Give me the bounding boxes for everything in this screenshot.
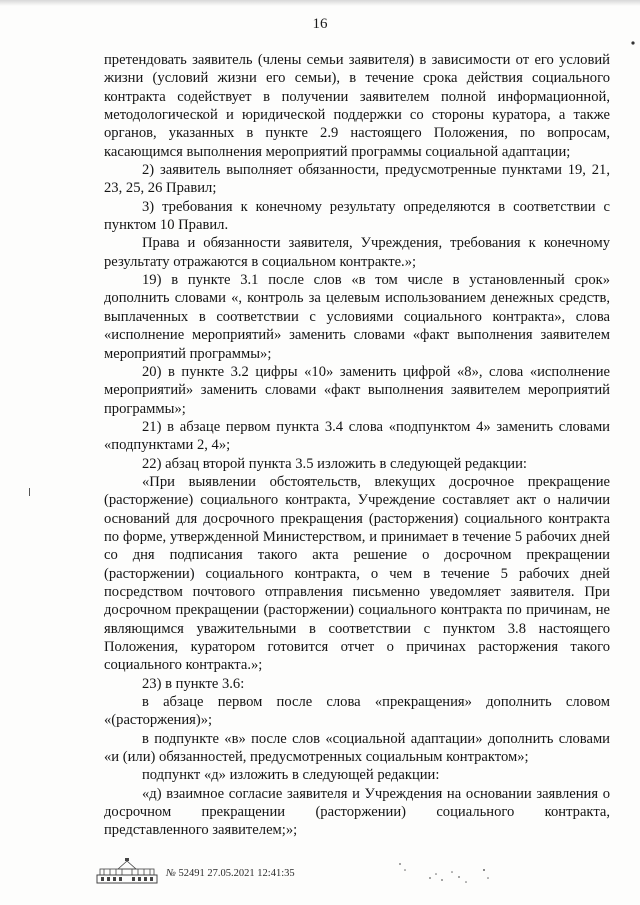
document-body xyxy=(104,51,610,840)
paragraph: 21) в абзаце первом пункта 3.4 слова «подпунктом 4» заменить словами «подпунктами 2, 4»; xyxy=(104,418,610,454)
paragraph: 20) в пункте 3.2 цифры «10» заменить цифрой «8», слова «исполнение мероприятий» заменить словами «факт выполнения заявителем мероприятий программы»; xyxy=(104,363,610,417)
paragraph: 23) в пункте 3.6: xyxy=(142,675,245,692)
document-registration xyxy=(166,868,295,879)
paragraph: «д) взаимное согласие заявителя и Учреждения на основании заявления о досрочном прекращении (расторжении) социального контракта, представленного заявителем;»; xyxy=(104,785,610,839)
paragraph: в абзаце первом после слова «прекращения» дополнить словом «(расторжения)»; xyxy=(104,694,610,729)
scan-shadow xyxy=(0,0,640,6)
number-sign: № xyxy=(166,868,176,879)
paragraph: претендовать заявитель (члены семьи заявителя) в зависимости от его условий жизни (условий жизни его семьи), в течение срока действия социального контракта содействует в получении заявителем полной информационной, методологической и юридической поддержки со стороны куратора, а также органов, указанных в пункте 2.9 настоящего Положения, по вопросам, касающимся выполнения мероприятий программы социальной адаптации; xyxy=(104,52,610,160)
scan-speck xyxy=(630,40,636,46)
paragraph: «При выявлении обстоятельств, влекущих досрочное прекращение (расторжение) социального контракта, Учреждение составляет акт о наличии оснований для досрочного прекращения (расторжения) социального контракта по форме, утвержденной Министерством, и принимает в течение 5 рабочих дней со дня подписания такого акта решение о досрочном прекращении (расторжении) социального контракта, о чем в течение 5 рабочих дней посредством почтового отправления письменно уведомляет заявителя. При досрочном прекращении (расторжении) социального контракта по причинам, не являющимся уважительными в соответствии с пунктом 3.8 настоящего Положения, куратором готовится отчет о причинах расторжения такого социального контракта.»; xyxy=(104,473,610,674)
page-footer xyxy=(96,858,516,888)
paragraph: 2) заявитель выполняет обязанности, предусмотренные пунктами 19, 21, 23, 25, 26 Правил; xyxy=(104,162,610,197)
paragraph: подпункт «д» изложить в следующей редакции: xyxy=(142,767,440,784)
document-number: 52491 xyxy=(178,868,205,879)
scan-speck xyxy=(396,858,516,888)
paragraph: Права и обязанности заявителя, Учреждения, требования к конечному результату отражаются в социальном контракте.»; xyxy=(104,235,610,270)
paragraph: в подпункте «в» после слов «социальной адаптации» дополнить словами «и (или) обязанностей, предусмотренных социальным контрактом»; xyxy=(104,730,610,766)
paragraph: 3) требования к конечному результату определяются в соответствии с пунктом 10 Правил. xyxy=(104,198,610,234)
government-building-stamp-icon xyxy=(96,858,158,884)
paragraph: 19) в пункте 3.1 после слов «в том числе в установленный срок» дополнить словами «, контроль за целевым использованием денежных средств, выплаченных в соответствии с условиями социального контракта», слова «исполнение мероприятий» заменить словами «факт выполнения заявителем мероприятий программы»; xyxy=(104,272,610,362)
paragraph: 22) абзац второй пункта 3.5 изложить в следующей редакции: xyxy=(142,455,527,472)
document-timestamp: 27.05.2021 12:41:35 xyxy=(207,868,295,879)
page-number: 16 xyxy=(312,16,328,32)
scan-speck xyxy=(28,488,31,496)
